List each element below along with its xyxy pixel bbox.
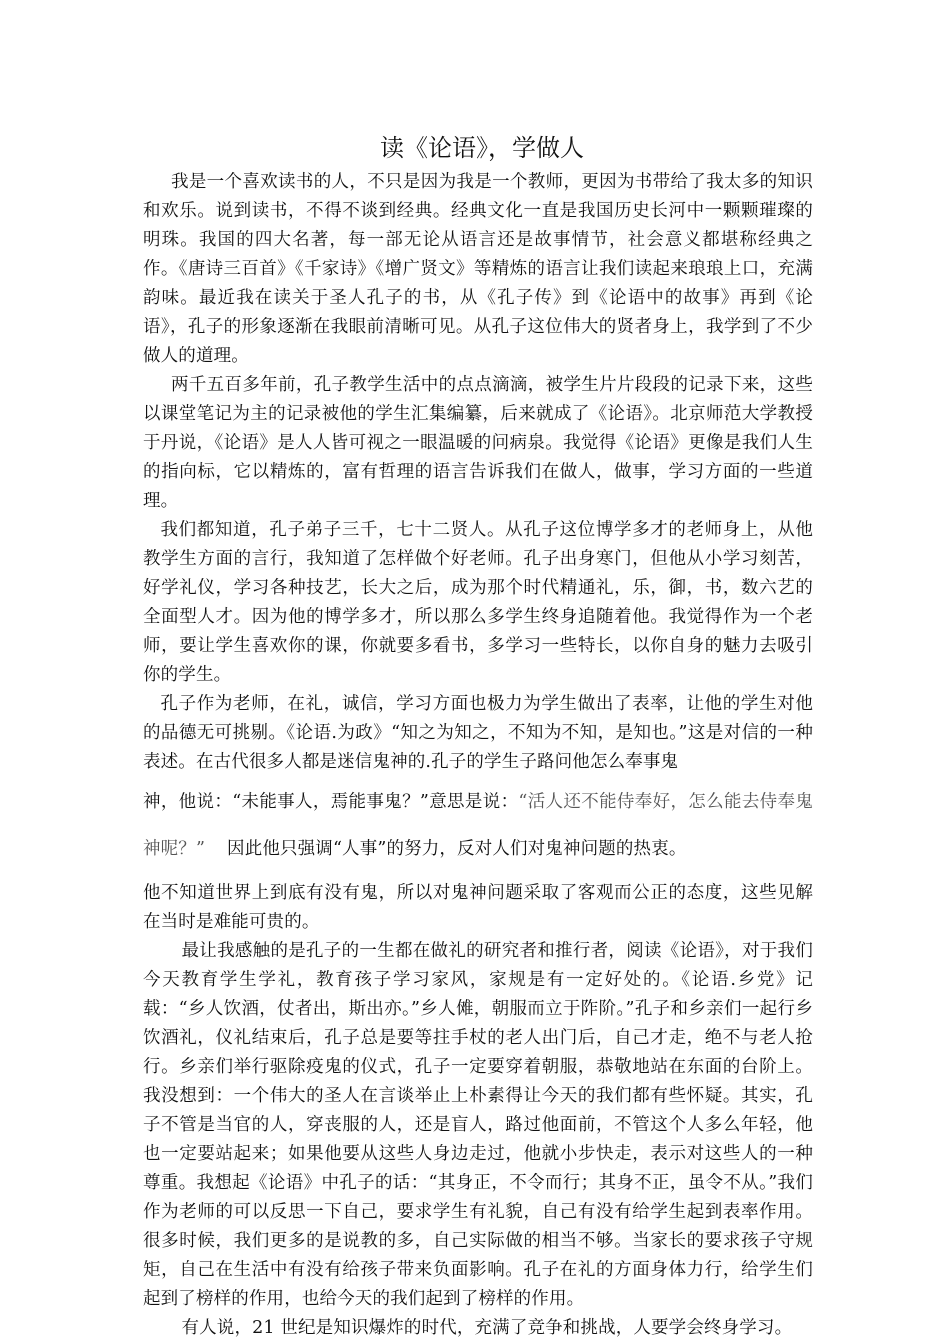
paragraph-4-part-b: 神，他说：“未能事人，焉能事鬼？”意思是说：: [143, 792, 519, 812]
paragraph-3: 我们都知道，孔子弟子三千，七十二贤人。从孔子这位博学多才的老师身上，从他教学生方面的言行，我知道了怎样做个好老师。孔子出身寒门，但他从小学习刻苦，好学礼仪，学习各种技艺，长大之后，成为那个时代精通礼，乐，御，书，数六艺的全面型人才。因为他的博学多才，所以那么多学生终身追随着他。我觉得作为一个老师，要让学生喜欢你的课，你就要多看书，多学习一些特长，以你自身的魅力去吸引你的学生。: [143, 520, 813, 685]
paragraph-6: 有人说，21 世纪是知识爆炸的时代，充满了竞争和挑战，人要学会终身学习。: [181, 1318, 793, 1338]
paragraph-5: 最让我感触的是孔子的一生都在做礼的研究者和推行者，阅读《论语》，对于我们今天教育学生学礼，教育孩子学习家风，家规是有一定好处的。《论语.乡党》记载：“乡人饮酒，仗者出，斯出亦。”乡人傩，朝服而立于阼阶。”孔子和乡亲们一起行乡饮酒礼，仪礼结束后，孔子总是要等拄手杖的老人出门后，自己才走，绝不与老人抢行。乡亲们举行驱除疫鬼的仪式，孔子一定要穿着朝服，恭敬地站在东面的台阶上。我没想到：一个伟大的圣人在言谈举止上朴素得让今天的我们都有些怀疑。其实，孔子不管是当官的人，穿丧服的人，还是盲人，路过他面前，不管这个人多么年轻，他也一定要站起来；如果他要从这些人身边走过，他就小步快走，表示对这些人的一种尊重。我想起《论语》中孔子的话：“其身正，不令而行；其身不正，虽令不从。”我们作为老师的可以反思一下自己，要求学生有礼貌，自己有没有给学生起到表率作用。很多时候，我们更多的是说教的多，自己实际做的相当不够。当家长的要求孩子守规矩，自己在生活中有没有给孩子带来负面影响。孔子在礼的方面身体力行，给学生们起到了榜样的作用，也给今天的我们起到了榜样的作用。: [143, 941, 813, 1309]
paragraph-4-part-d: 因此他只强调“人事”的努力，反对人们对鬼神问题的热衷。: [227, 839, 687, 859]
document-page: [143, 130, 813, 1343]
paragraph-1: 我是一个喜欢读书的人，不只是因为我是一个教师，更因为书带给了我太多的知识和欢乐。说到读书，不得不谈到经典。经典文化一直是我国历史长河中一颗颗璀璨的明珠。我国的四大名著，每一部无论从语言还是故事情节，社会意义都堪称经典之作。《唐诗三百首》《千家诗》《增广贤文》等精炼的语言让我们读起来琅琅上口，充满韵味。最近我在读关于圣人孔子的书，从《孔子传》到《论语中的故事》再到《论语》，孔子的形象逐渐在我眼前清晰可见。从孔子这位伟大的贤者身上，我学到了不少做人的道理。: [143, 172, 813, 366]
paragraph-4-quote: [143, 779, 813, 873]
page-title: 读《论语》，学做人: [380, 134, 584, 162]
paragraph-4-end: 他不知道世界上到底有没有鬼，所以对鬼神问题采取了客观而公正的态度，这些见解在当时是难能可贵的。: [143, 883, 813, 932]
paragraph-4-part-c: “活人还不能侍奉好，怎么能去侍奉鬼神呢？”: [143, 792, 813, 859]
paragraph-2: 两千五百多年前，孔子教学生活中的点点滴滴，被学生片片段段的记录下来，这些以课堂笔记为主的记录被他的学生汇集编纂，后来就成了《论语》。北京师范大学教授于丹说，《论语》是人人皆可视之一眼温暖的问病泉。我觉得《论语》更像是我们人生的指向标，它以精炼的，富有哲理的语言告诉我们在做人，做事，学习方面的一些道理。: [143, 375, 813, 511]
paragraph-4: [143, 690, 813, 777]
paragraph-4-part-a: 孔子作为老师，在礼，诚信，学习方面也极力为学生做出了表率，让他的学生对他的品德无可挑剔。《论语.为政》“知之为知之，不知为不知，是知也。”这是对信的一种表述。在古代很多人都是迷信鬼神的.孔子的学生子路问他怎么奉事鬼: [143, 694, 813, 772]
